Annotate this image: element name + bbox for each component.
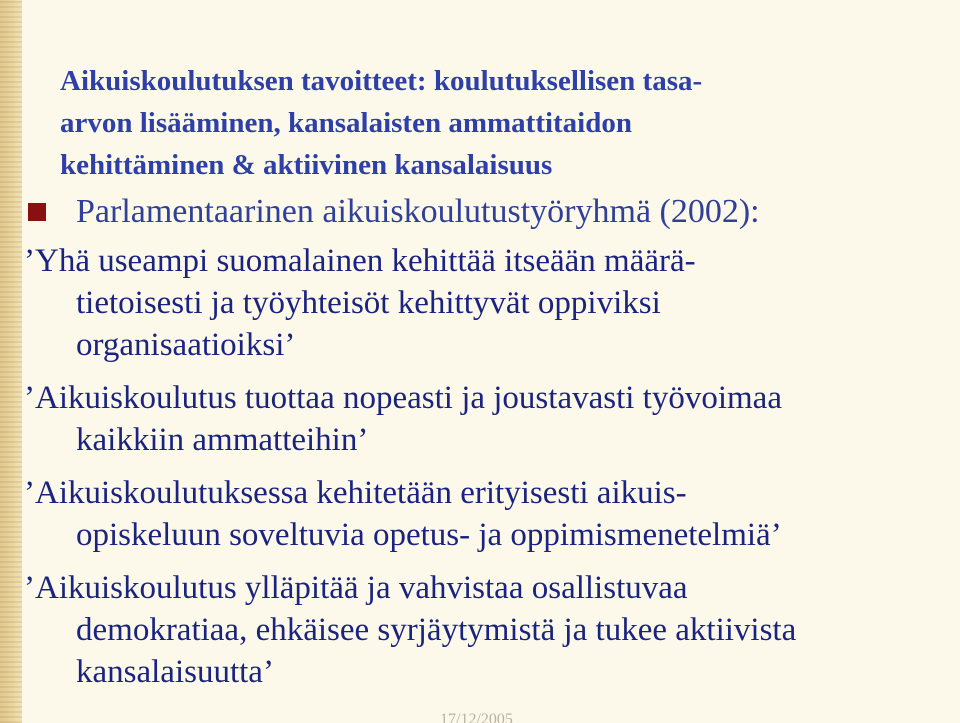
quote-line: organisaatioiksi’ — [76, 327, 296, 363]
quote-line: ’Aikuiskoulutus ylläpitää ja vahvistaa osallistuvaa — [24, 570, 688, 606]
quote-line: ’Yhä useampi suomalainen kehittää itseään määrä- — [24, 243, 696, 279]
quote-line: kansalaisuutta’ — [76, 654, 274, 690]
title-line: kehittäminen & aktiivinen kansalaisuus — [60, 149, 553, 181]
quote-item — [24, 472, 782, 556]
title-line: Aikuiskoulutuksen tavoitteet: koulutuksellisen tasa- — [60, 65, 703, 97]
square-bullet-icon — [28, 203, 46, 221]
title-line: arvon lisääminen, kansalaisten ammattitaidon — [60, 107, 632, 139]
slide-title — [60, 60, 920, 186]
quote-line: demokratiaa, ehkäisee syrjäytymistä ja tukee aktiivista — [76, 612, 797, 648]
quote-line: kaikkiin ammatteihin’ — [76, 422, 369, 458]
quote-line: ’Aikuiskoulutus tuottaa nopeasti ja joustavasti työvoimaa — [24, 380, 782, 416]
quote-item — [24, 377, 782, 461]
quote-item — [24, 567, 796, 693]
footer-date: 17/12/2005 — [440, 712, 513, 723]
bullet-text: Parlamentaarinen aikuiskoulutustyöryhmä (2002): — [76, 193, 760, 230]
bullet-item — [28, 190, 928, 234]
quote-line: opiskeluun soveltuvia opetus- ja oppimismenetelmiä’ — [76, 517, 782, 553]
quote-line: ’Aikuiskoulutuksessa kehitetään erityisesti aikuis- — [24, 475, 687, 511]
quote-item — [24, 240, 696, 366]
quote-line: tietoisesti ja työyhteisöt kehittyvät oppiviksi — [76, 285, 661, 321]
